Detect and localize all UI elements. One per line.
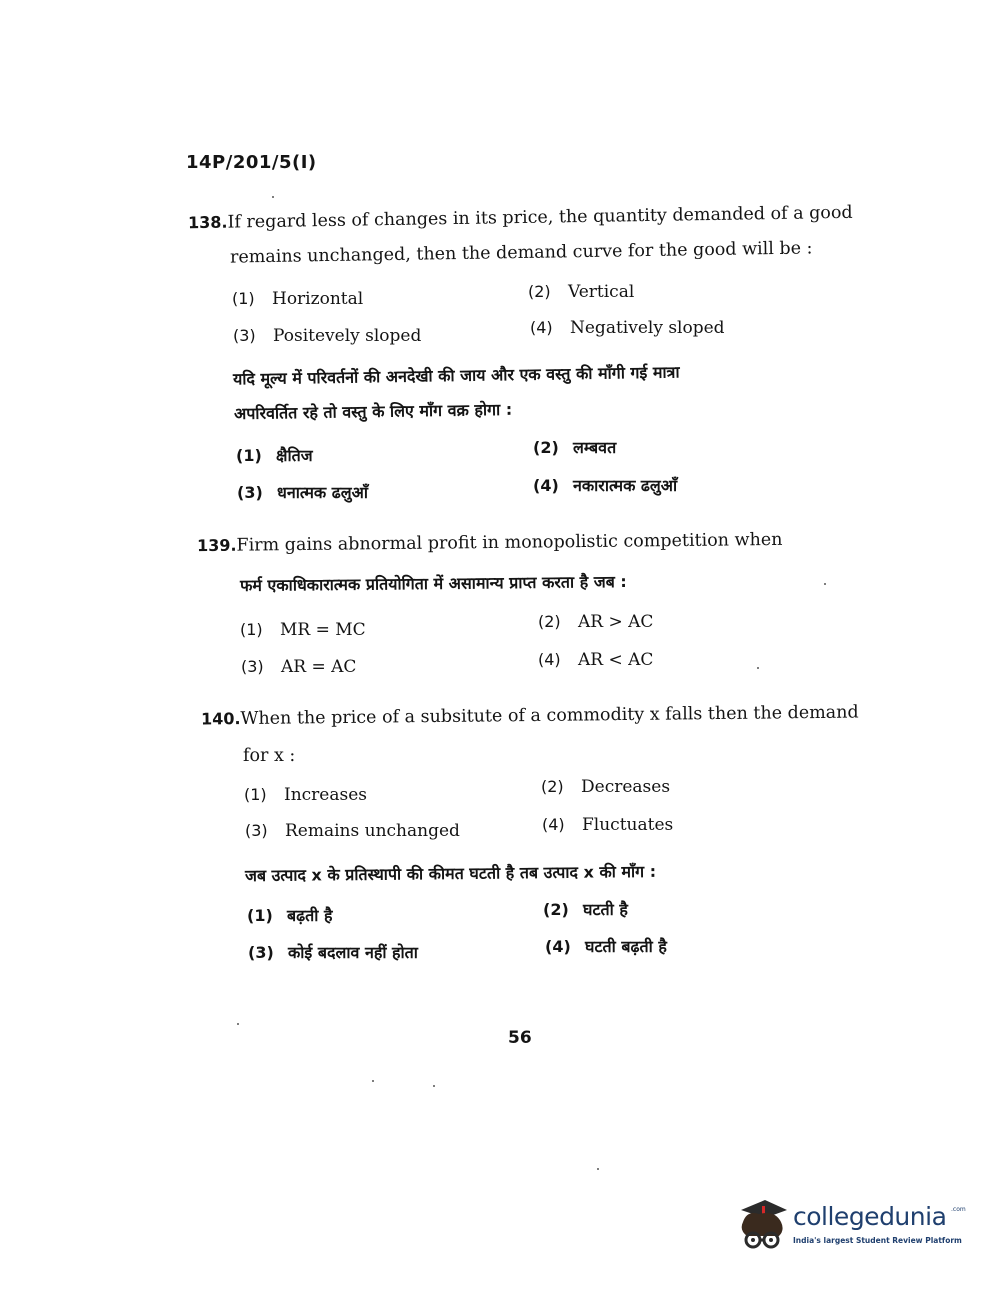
q139-option-1: (1) MR = MC	[240, 620, 366, 640]
scan-speck	[597, 1168, 599, 1170]
q139-text-hi-1: फर्म एकाधिकारात्मक प्रतियोगिता में असामान्य प्राप्त करता है जब :	[239, 571, 627, 596]
q140-hi-option-2: (2) घटती है	[543, 900, 628, 919]
q140-option-2: (2) Decreases	[541, 777, 671, 797]
q139-option-4: (4) AR < AC	[538, 650, 654, 670]
q138-hi-option-1: (1) क्षैतिज	[236, 446, 313, 465]
logo-brand: collegedunia	[793, 1202, 947, 1231]
q139-option-2: (2) AR > AC	[538, 612, 654, 632]
q140-option-3: (3) Remains unchanged	[245, 821, 460, 841]
scan-speck	[433, 1085, 435, 1087]
page-number: 56	[508, 1028, 532, 1048]
collegedunia-logo	[735, 1196, 965, 1256]
scan-speck	[272, 196, 274, 198]
q138-line-2: remains unchanged, then the demand curve for the good will be :	[229, 238, 813, 268]
q140-text-hi-1: जब उत्पाद x के प्रतिस्थापी की कीमत घटती है तब उत्पाद x की माँग :	[244, 861, 657, 886]
q140-line-2: for x :	[243, 746, 296, 766]
q139-option-3: (3) AR = AC	[241, 657, 357, 677]
q138-option-3: (3) Positevely sloped	[233, 326, 422, 346]
q138-hi-option-2: (2) लम्बवत	[533, 438, 617, 457]
q138-option-1: (1) Horizontal	[232, 289, 364, 309]
scan-speck	[372, 1080, 374, 1082]
q138-line-1	[188, 203, 853, 233]
q139-number: 139.	[196, 535, 237, 556]
q138-number: 138.	[187, 212, 228, 233]
q140-number: 140.	[200, 709, 241, 729]
paper-code: 14P/201/5(I)	[186, 152, 317, 173]
scan-speck	[824, 583, 826, 585]
q140-line-1	[201, 703, 859, 730]
q140-option-4: (4) Fluctuates	[542, 815, 674, 835]
q140-hi-option-1: (1) बढ़ती है	[247, 906, 333, 925]
logo-tagline: India's largest Student Review Platform	[793, 1236, 962, 1245]
q138-option-2: (2) Vertical	[528, 282, 635, 302]
q139-text-en-1: Firm gains abnormal profit in monopolistic competition when	[236, 529, 783, 556]
q138-hi-option-3: (3) धनात्मक ढलुआँ	[237, 483, 368, 502]
scan-speck	[757, 667, 759, 669]
logo-com: .com	[951, 1206, 966, 1213]
q138-option-4: (4) Negatively sloped	[530, 318, 725, 338]
q138-text-en-1: If regard less of changes in its price, the quantity demanded of a good	[227, 202, 853, 233]
q138-hi-option-4: (4) नकारात्मक ढलुआँ	[533, 476, 678, 495]
q139-line-1	[197, 530, 783, 556]
scan-speck	[237, 1023, 239, 1025]
q140-option-1: (1) Increases	[244, 785, 368, 805]
q138-text-hi-1: यदि मूल्य में परिवर्तनों की अनदेखी की जाय और एक वस्तु की माँगी गई मात्रा	[232, 362, 680, 389]
q140-text-en-1: When the price of a subsitute of a commodity x falls then the demand	[240, 702, 859, 730]
q140-hi-option-3: (3) कोई बदलाव नहीं होता	[248, 943, 418, 962]
q138-text-hi-2: अपरिवर्तित रहे तो वस्तु के लिए माँग वक्र होगा :	[233, 399, 513, 424]
q140-hi-option-4: (4) घटती बढ़ती है	[545, 937, 667, 956]
student-mascot-icon	[735, 1196, 791, 1256]
